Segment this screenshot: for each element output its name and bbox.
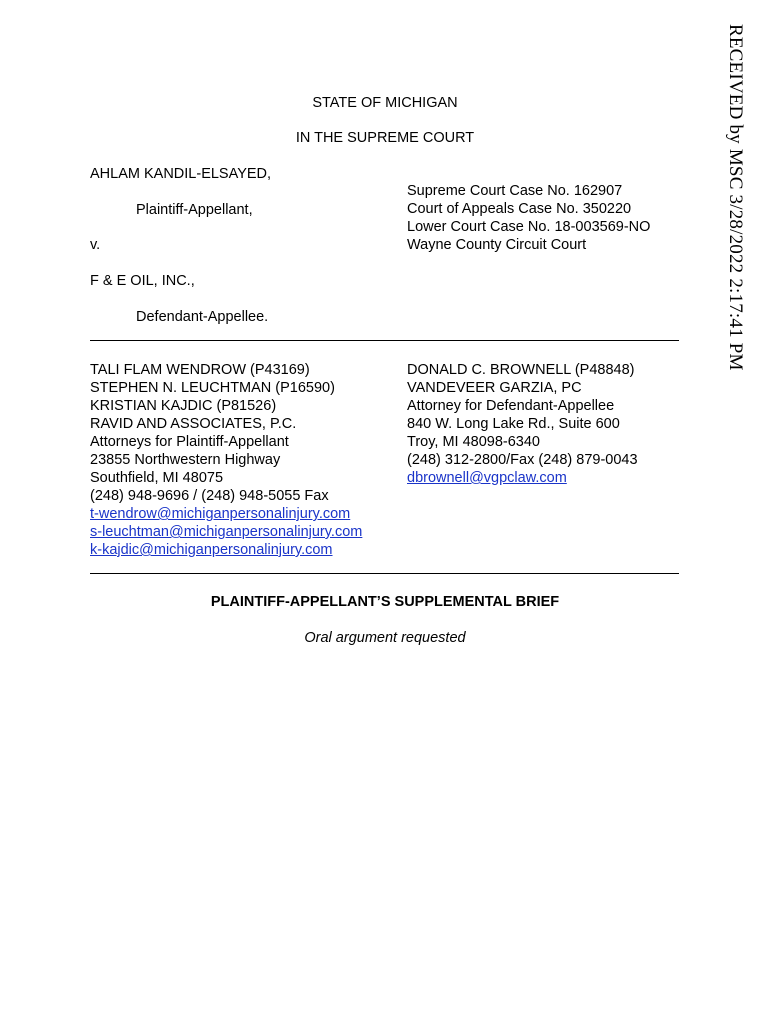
email-link-wendrow[interactable]: t-wendrow@michiganpersonalinjury.com [90,506,351,522]
brief-title: PLAINTIFF-APPELLANT’S SUPPLEMENTAL BRIEF [210,594,560,610]
attorney-wendrow: TALI FLAM WENDROW (P43169) [90,362,310,378]
defendant-counsel-street: 840 W. Long Lake Rd., Suite 600 [407,416,620,432]
attorney-leuchtman: STEPHEN N. LEUCHTMAN (P16590) [90,380,335,396]
defendant-counsel-city: Troy, MI 48098-6340 [407,434,540,450]
case-numbers [407,182,650,254]
email-link-brownell[interactable]: dbrownell@vgpclaw.com [407,470,567,486]
email-link-leuchtman[interactable]: s-leuchtman@michiganpersonalinjury.com [90,524,363,540]
defendant-counsel-phone: (248) 312-2800/Fax (248) 879-0043 [407,452,638,468]
supreme-court-case-no: Supreme Court Case No. 162907 [407,183,623,199]
email-link-kajdic[interactable]: k-kajdic@michiganpersonalinjury.com [90,542,333,558]
lower-court-case-no: Lower Court Case No. 18-003569-NO [407,219,651,235]
plaintiff-counsel-city: Southfield, MI 48075 [90,470,224,486]
plaintiff-counsel-phone: (248) 948-9696 / (248) 948-5055 Fax [90,488,329,504]
attorney-kajdic: KRISTIAN KAJDIC (P81526) [90,398,277,414]
firm-name: RAVID AND ASSOCIATES, P.C. [90,416,297,432]
plaintiff-counsel-block [90,361,362,559]
court-of-appeals-case-no: Court of Appeals Case No. 350220 [407,201,632,217]
defendant-role: Defendant-Appellee. [136,309,269,325]
court-heading: IN THE SUPREME COURT [295,130,475,146]
circuit-court-name: Wayne County Circuit Court [407,237,587,253]
caption-divider [90,340,679,341]
plaintiff-name: AHLAM KANDIL-ELSAYED, [90,166,272,182]
state-heading: STATE OF MICHIGAN [312,95,458,111]
defendant-firm-name: VANDEVEER GARZIA, PC [407,380,582,396]
counsel-divider [90,573,679,574]
plaintiff-counsel-street: 23855 Northwestern Highway [90,452,281,468]
versus-label: v. [90,237,101,253]
defendant-counsel-role: Attorney for Defendant-Appellee [407,398,615,414]
attorney-brownell: DONALD C. BROWNELL (P48848) [407,362,635,378]
defendant-counsel-block [407,361,638,487]
oral-argument-note: Oral argument requested [304,630,466,646]
plaintiff-counsel-role: Attorneys for Plaintiff-Appellant [90,434,289,450]
defendant-name: F & E OIL, INC., [90,273,195,289]
received-stamp: RECEIVED by MSC 3/28/2022 2:17:41 PM [725,24,746,371]
plaintiff-role: Plaintiff-Appellant, [136,202,253,218]
